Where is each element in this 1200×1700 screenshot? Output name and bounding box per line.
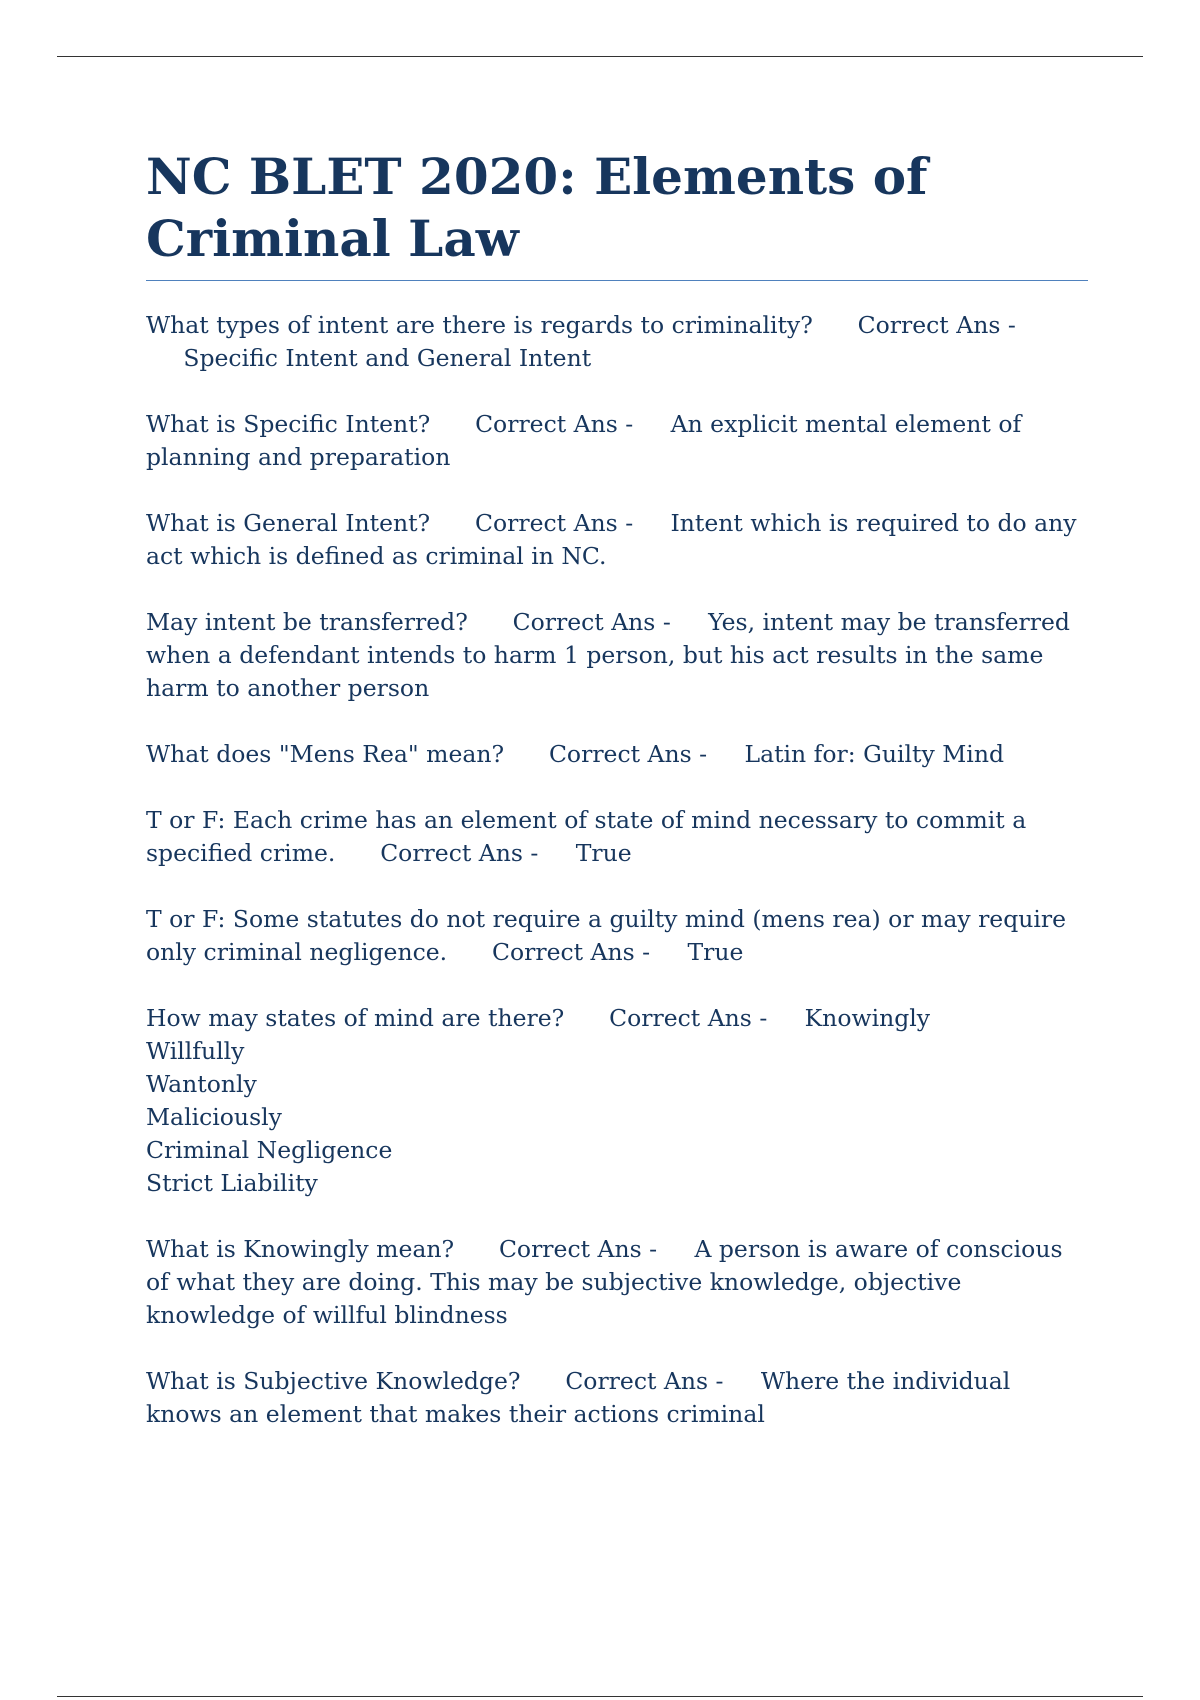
qa-item [146,738,1088,771]
answer-prefix: Correct Ans - [491,938,651,966]
qa-item [146,804,1088,870]
answer-prefix: Correct Ans - [475,410,634,438]
answer-text: Specific Intent and General Intent [183,344,592,372]
qa-item [146,606,1088,705]
question-text: What does "Mens Rea" mean? [146,740,505,768]
answer-text: Knowingly Willfully Wantonly Maliciously Criminal Negligence Strict Liability [146,1004,931,1197]
qa-item [146,1002,1088,1200]
question-text: What is Knowingly mean? [146,1235,455,1263]
answer-prefix: Correct Ans - [380,839,539,867]
question-text: T or F: Each crime has an element of state of mind necessary to commit a specified crime. [146,806,1027,867]
qa-list [146,309,1088,1431]
page-title: NC BLET 2020: Elements of Criminal Law [146,146,1088,281]
qa-item [146,507,1088,573]
answer-text: Where the individual knows an element that makes their actions criminal [146,1367,1011,1428]
question-text: T or F: Some statutes do not require a guilty mind (mens rea) or may require only criminal negligence. [146,905,1067,966]
question-text: What is Specific Intent? [146,410,431,438]
qa-item [146,309,1088,375]
answer-prefix: Correct Ans - [609,1004,768,1032]
question-text: How may states of mind are there? [146,1004,565,1032]
answer-text: A person is aware of conscious of what they are doing. This may be subjective knowledge, objective knowledge of willful blindness [146,1235,1063,1329]
question-text: What is General Intent? [146,509,431,537]
qa-item [146,1233,1088,1332]
qa-item [146,1365,1088,1431]
document-body [146,146,1088,1464]
qa-item [146,408,1088,474]
footer-rule [57,1696,1143,1697]
answer-prefix: Correct Ans - [498,1235,658,1263]
answer-prefix: Correct Ans - [565,1367,724,1395]
answer-text: True [575,839,632,867]
question-text: What types of intent are there is regards to criminality? [146,311,813,339]
answer-prefix: Correct Ans - [512,608,671,636]
question-text: May intent be transferred? [146,608,468,636]
answer-text: Latin for: Guilty Mind [744,740,1005,768]
qa-item [146,903,1088,969]
answer-prefix: Correct Ans - [548,740,708,768]
answer-text: Intent which is required to do any act which is defined as criminal in NC. [146,509,1077,570]
answer-prefix: Correct Ans - [857,311,1016,339]
answer-text: True [687,938,744,966]
answer-prefix: Correct Ans - [475,509,634,537]
answer-text: An explicit mental element of planning and preparation [146,410,1022,471]
question-text: What is Subjective Knowledge? [146,1367,521,1395]
header-rule [57,56,1143,57]
answer-text: Yes, intent may be transferred when a defendant intends to harm 1 person, but his act results in the same harm to another person [146,608,1070,702]
